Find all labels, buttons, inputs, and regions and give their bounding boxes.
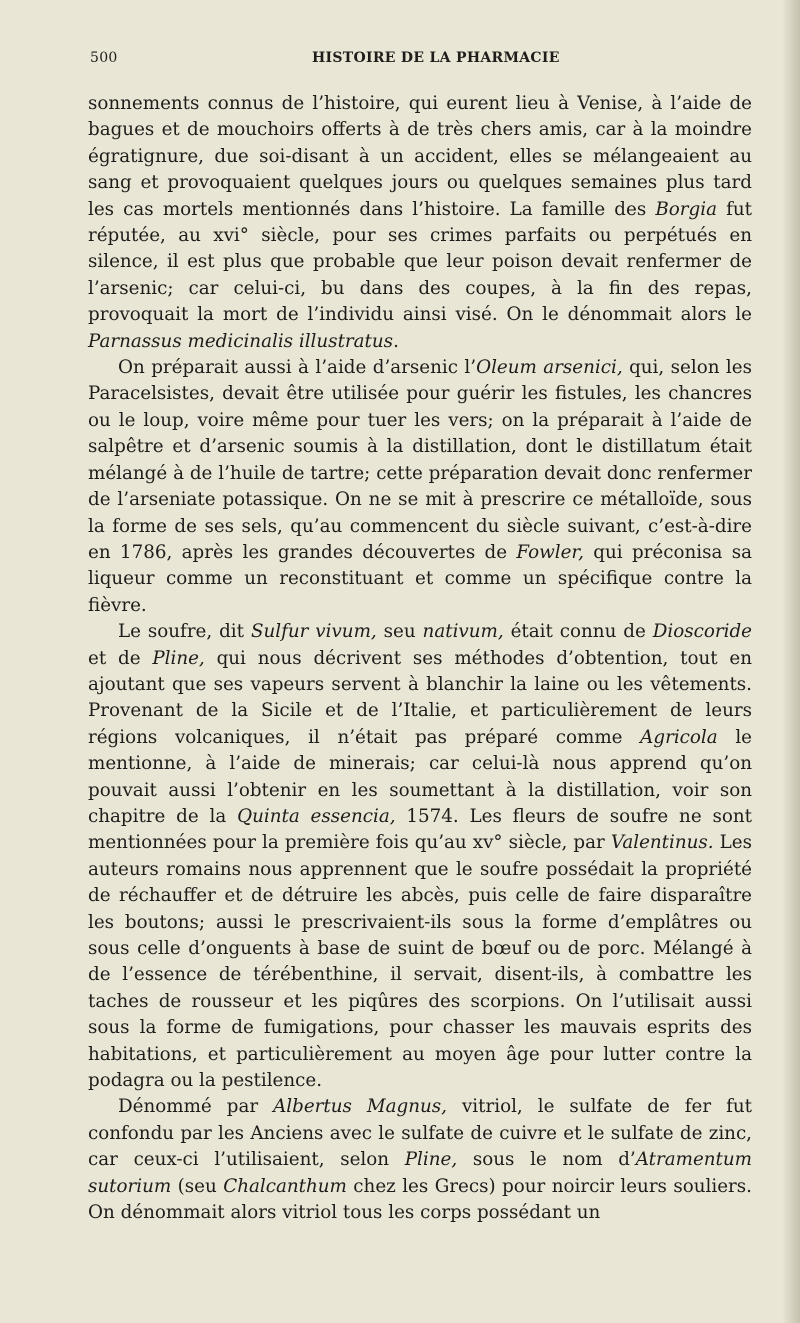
italic-term: Atramentum sutorium	[88, 1149, 752, 1197]
text-run: fut réputée, au xvi° siècle, pour ses crimes parfaits ou perpétués en silence, il est plus que probable que leur poison devait renfermer de l’arsenic; car celui-ci, bu dans des coupes, à la fin des repas, provoquait la mort de l’individu ainsi visé. On le dénommait alors le	[88, 198, 752, 326]
text-run: chez les Grecs) pour noircir leurs souliers. On dénommait alors vitriol tous les corps possédant un	[88, 1175, 752, 1224]
text-run: Les auteurs romains nous apprennent que le soufre possédait la propriété de réchauffer et de détruire les abcès, puis celle de faire disparaître les boutons; aussi le prescrivaient-ils sous la forme d’emplâtres ou sous celle d’onguents à base de suint de bœuf ou de porc. Mélangé à de l’essence de térébenthine, il servait, disent-ils, à combattre les taches de rousseur et les piqûres des scorpions. On l’utilisait aussi sous la forme de fumigations, pour chasser les mauvais esprits des habitations, et particulièrement au moyen âge pour lutter contre la podagra ou la pestilence.	[88, 832, 753, 1092]
italic-term: Albertus Magnus,	[273, 1096, 447, 1118]
italic-term: Quinta essencia,	[237, 805, 396, 827]
text-run: Dénommé par	[118, 1096, 274, 1118]
paragraph	[88, 1094, 752, 1226]
text-run: 1574. Les fleurs de soufre ne sont mentionnées pour la première fois qu’au xv° siècle, par	[88, 805, 752, 854]
page-number: 500	[90, 50, 118, 66]
italic-term: nativum,	[422, 621, 504, 643]
text-run: qui préconisa sa liqueur comme un reconstituant et comme un spécifique contre la fièvre.	[88, 541, 752, 616]
italic-term: Oleum arsenici,	[476, 357, 623, 379]
text-run: sonnements connus de l’histoire, qui eurent lieu à Venise, à l’aide de bagues et de mouchoirs offerts à de très chers amis, car à la moindre égratignure, due soi-disant à un accident, elles se mélangeaient au sang et provoquaient quelques jours ou quelques semaines plus tard les cas mortels mentionnés dans l’histoire. La famille des	[88, 93, 752, 220]
running-title: HISTOIRE DE LA PHARMACIE	[312, 50, 560, 66]
text-run: seu	[376, 621, 423, 643]
italic-term: Parnassus medicinalis illustratus	[88, 330, 394, 352]
text-run: était connu de	[503, 621, 653, 643]
italic-term: Chalcanthum	[223, 1175, 347, 1197]
italic-term: Pline,	[404, 1149, 458, 1171]
text-run: sous le nom d’	[457, 1149, 636, 1171]
paragraph	[88, 91, 752, 355]
text-run: et de	[88, 647, 153, 669]
text-run: qui nous décrivent ses méthodes d’obtention, tout en ajoutant que ses vapeurs servent à blanchir la laine ou les vêtements. Provenant de la Sicile et de l’Italie, et particulièrement de leurs régions volcaniques, il n’était pas préparé comme	[88, 647, 752, 748]
text-run: On préparait aussi à l’aide d’arsenic l’	[118, 357, 477, 379]
text-run: vitriol, le sulfate de fer fut confondu par les Anciens avec le sulfate de cuivre et le sulfate de zinc, car ceux-ci l’utilisaient, selon	[88, 1096, 752, 1171]
paragraph	[88, 355, 752, 619]
page-header	[90, 50, 750, 72]
italic-term: Valentinus.	[610, 832, 714, 854]
paragraph	[88, 619, 752, 1094]
italic-term: Fowler,	[516, 541, 584, 563]
italic-term: Dioscoride	[652, 621, 752, 643]
text-run: (seu	[171, 1175, 224, 1197]
text-run: qui, selon les Paracelsistes, devait être utilisée pour guérir les fistules, les chancres ou le loup, voire même pour tuer les vers; on la préparait à l’aide de salpêtre et d’arsenic soumis à la distillation, dont le distillatum était mélangé à de l’huile de tartre; cette préparation devait donc renfermer de l’arseniate potassique. On ne se mit à prescrire ce métalloïde, sous la forme de ses sels, qu’au commencent du siècle suivant, c’est-à-dire en 1786, après les grandes découvertes de	[88, 357, 752, 563]
text-run: .	[393, 330, 399, 352]
italic-term: Sulfur vivum,	[250, 621, 377, 643]
italic-term: Agricola	[640, 726, 718, 748]
body-text	[88, 91, 752, 1226]
page-edge-shadow	[782, 0, 800, 1323]
italic-term: Pline,	[152, 647, 205, 669]
text-run: Le soufre, dit	[118, 621, 251, 643]
text-run: le mentionne, à l’aide de minerais; car celui-là nous apprend qu’on pouvait aussi l’obtenir en les soumettant à la distillation, voir son chapitre de la	[88, 726, 753, 827]
italic-term: Borgia	[655, 198, 717, 220]
